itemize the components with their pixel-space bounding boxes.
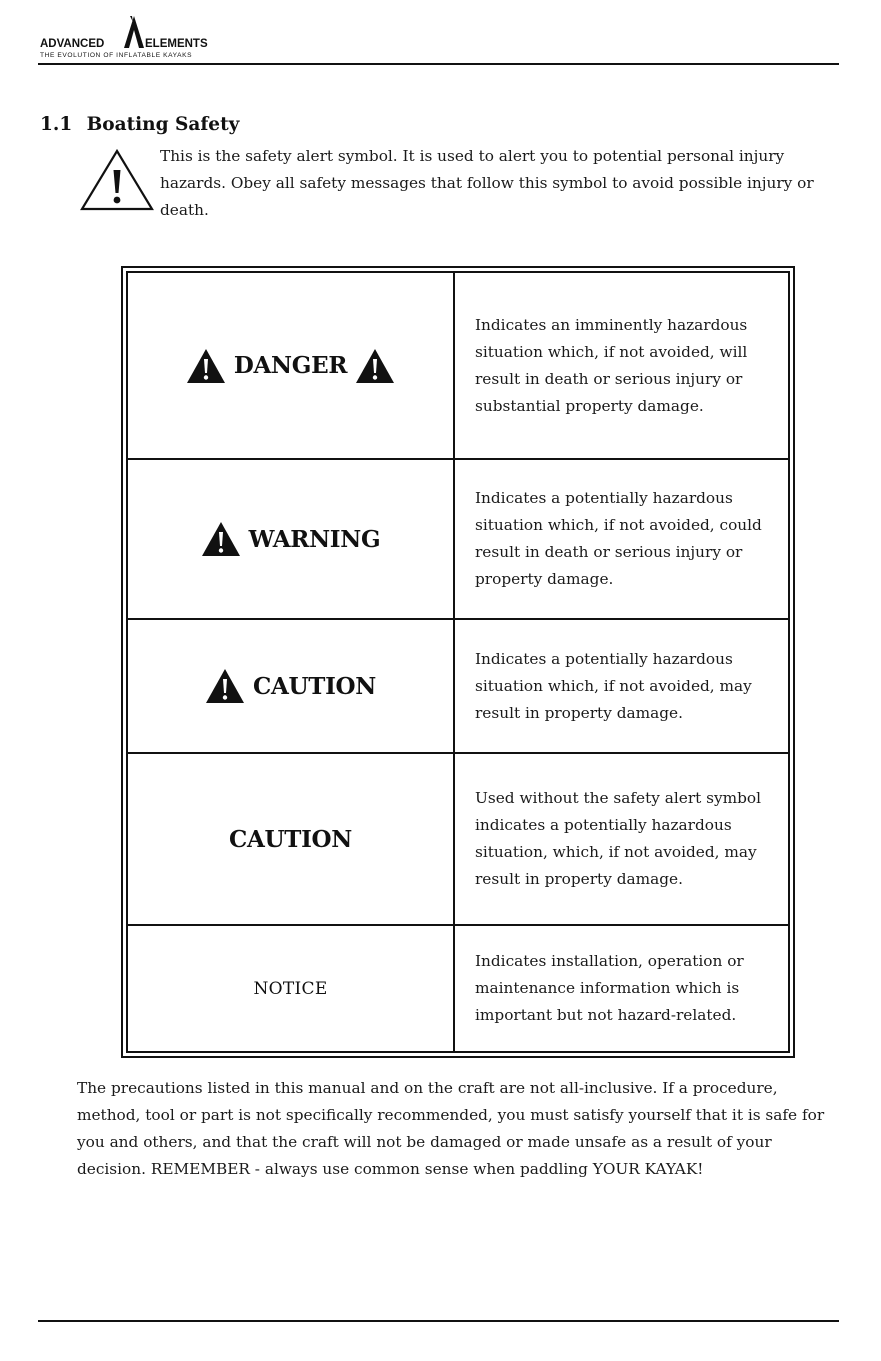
closing-paragraph: The precautions listed in this manual and on the craft are not all-inclusive. If a procedure, method, tool or part is not specifically recommended, you must satisfy yourself that it is safe for you and others, and that the craft will not be damaged or made unsafe as a result of your decision. REMEMBER - always use common sense when paddling YOUR KAYAK! [77, 1079, 825, 1178]
table-row-caution-symbol [128, 618, 788, 752]
signal-description: Indicates installation, operation or maintenance information which is important but not hazard-related. [475, 952, 744, 1024]
description-cell [475, 620, 780, 752]
alert-triangle-icon [355, 348, 395, 384]
signal-description: Indicates a potentially hazardous situation which, if not avoided, may result in property damage. [475, 649, 752, 722]
danger-signal [186, 348, 395, 384]
header-divider [38, 63, 839, 65]
intro-paragraph: This is the safety alert symbol. It is used to alert you to potential personal injury hazards. Obey all safety messages that follow this symbol to avoid possible injury or death. [160, 147, 814, 219]
table-row-warning [128, 458, 788, 618]
brand-logo-mark [40, 14, 230, 62]
signal-cell [128, 273, 455, 458]
signal-cell [128, 460, 455, 618]
table-row-danger [128, 273, 788, 458]
brand-logo [40, 14, 230, 62]
description-cell [475, 754, 780, 924]
signal-word: WARNING [248, 525, 381, 553]
notice-signal [253, 979, 327, 999]
logo-wordmark-left: ADVANCED [40, 38, 105, 50]
signal-cell [128, 620, 455, 752]
alert-triangle-icon [205, 668, 245, 704]
caution-plain-signal [229, 826, 352, 853]
signal-word: CAUTION [228, 825, 353, 853]
signal-word: CAUTION [252, 672, 377, 700]
table-row-caution-plain [128, 752, 788, 924]
table-row-notice [128, 924, 788, 1051]
alert-triangle-icon [186, 348, 226, 384]
section-title: Boating Safety [86, 114, 240, 135]
section-heading [40, 114, 239, 135]
footer-divider [38, 1320, 839, 1322]
signal-description: Indicates a potentially hazardous situation which, if not avoided, could result in death or serious injury or property damage. [475, 489, 762, 588]
warning-signal [201, 521, 381, 557]
section-number: 1.1 [40, 114, 73, 135]
signal-cell [128, 754, 455, 924]
signal-description: Indicates an imminently hazardous situation which, if not avoided, will result in death or serious injury or substantial property damage. [475, 315, 748, 415]
safety-alert-icon [79, 148, 155, 212]
description-cell [475, 926, 780, 1051]
description-cell [475, 273, 780, 458]
logo-wordmark-right: ELEMENTS [145, 38, 208, 50]
alert-triangle-icon [201, 521, 241, 557]
signal-description: Used without the safety alert symbol indicates a potentially hazardous situation, which, if not avoided, may result in property damage. [475, 789, 762, 888]
description-cell [475, 460, 780, 618]
caution-signal [205, 668, 376, 704]
signal-word-table [121, 266, 795, 1058]
logo-tagline: THE EVOLUTION OF INFLATABLE KAYAKS [40, 52, 193, 59]
signal-cell [128, 926, 455, 1051]
signal-word: NOTICE [253, 978, 328, 999]
signal-word: DANGER [233, 352, 348, 379]
signal-word-table-inner [126, 271, 790, 1053]
